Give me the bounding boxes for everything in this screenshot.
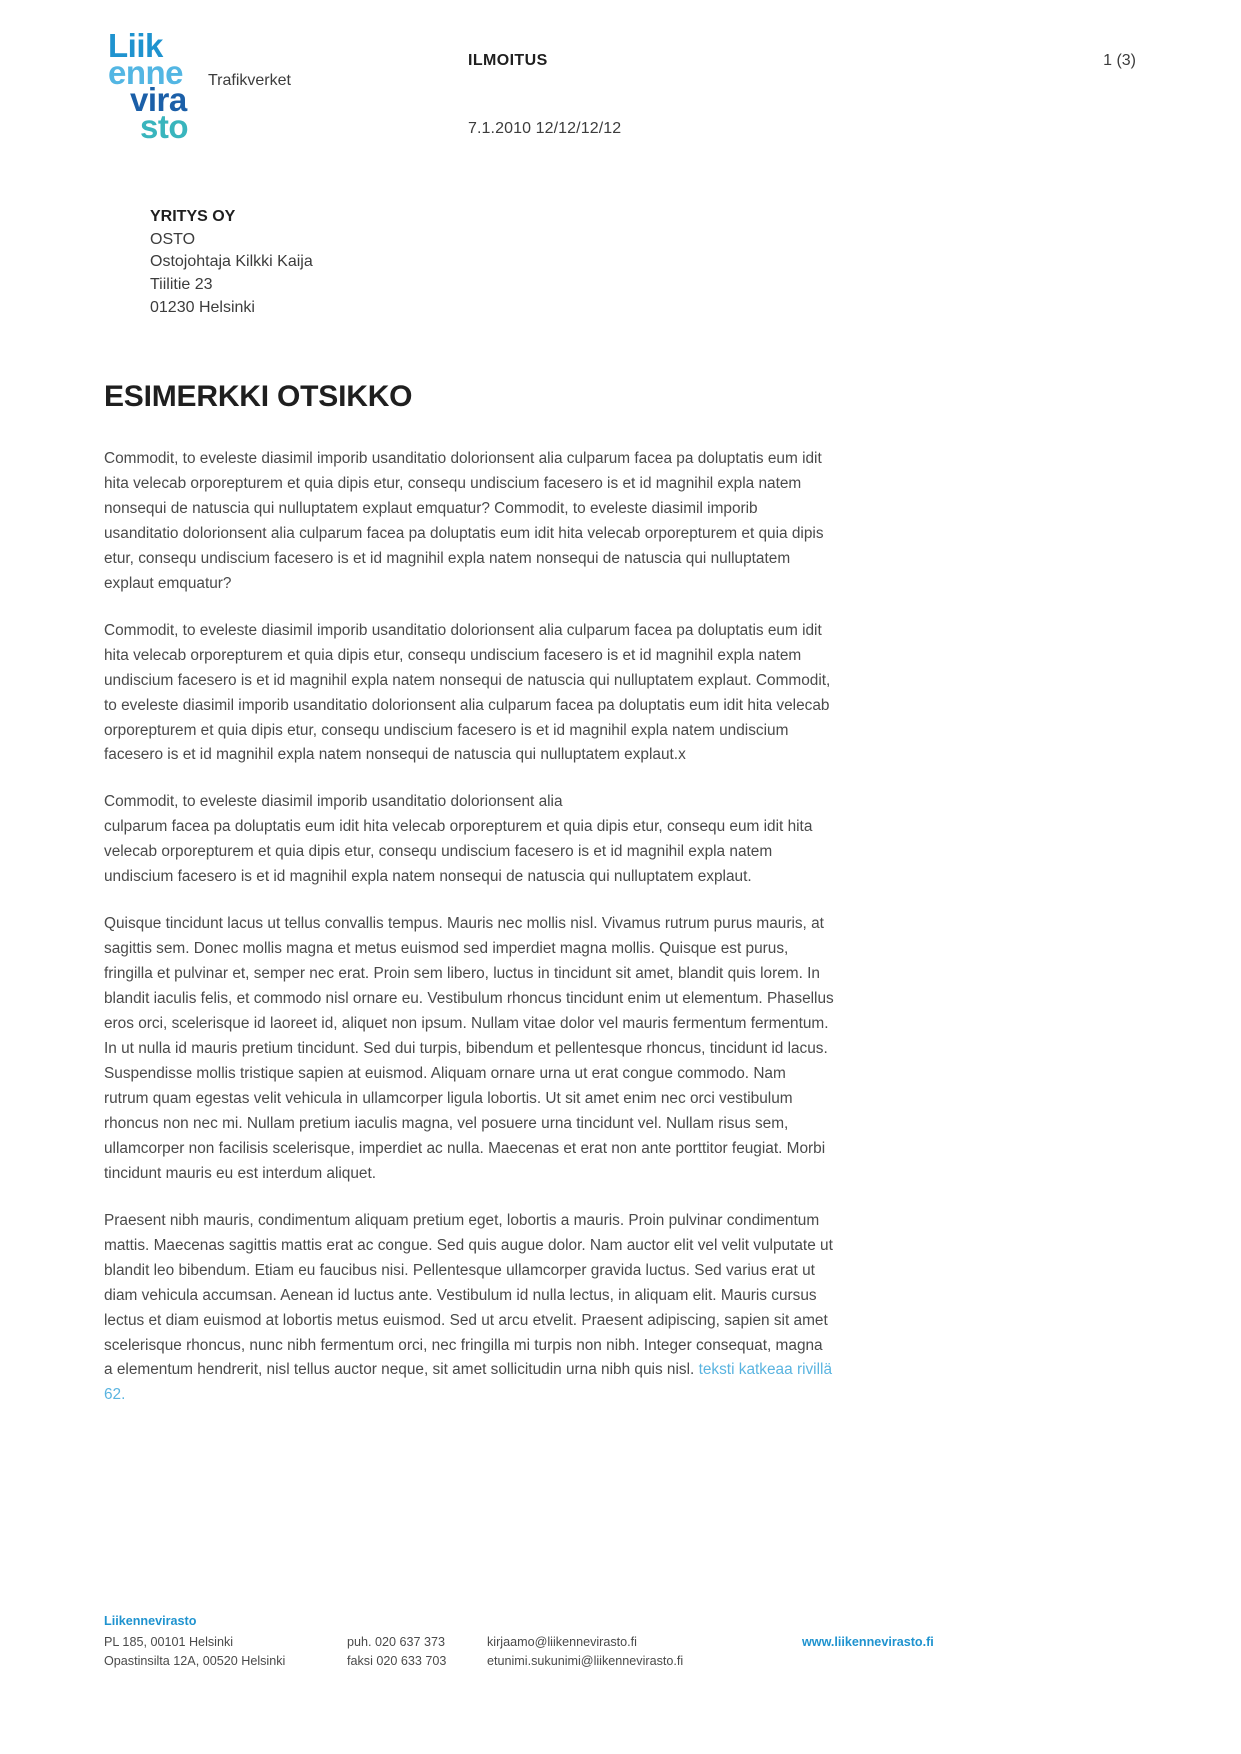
recipient-city: 01230 Helsinki: [150, 298, 255, 316]
body-paragraph-1: Commodit, to eveleste diasimil imporib usanditatio dolorionsent alia culparum facea pa doluptatis eum idit hita velecab orporepturem et quia dipis etur, consequ undiscium facesero is et id magnihil expla natem nonsequi de natuscia qui nulluptatem explaut emquatur? Commodit, to eveleste diasimil imporib usanditatio dolorionsent alia culparum facea pa doluptatis eum idit hita velecab orporepturem et quia dipis etur, consequ undiscium facesero is et id magnihil expla natem nonsequi de natuscia qui nulluptatem explaut emquatur?: [104, 450, 824, 592]
body-paragraph-5-text: Praesent nibh mauris, condimentum aliquam pretium eget, lobortis a mauris. Proin pulvinar condimentum mattis. Maecenas sagittis mattis erat ac congue. Sed quis augue dolor. Nam auctor elit vel velit vulputate ut blandit leo bibendum. Etiam eu faucibus nisi. Pellentesque ullamcorper gravida luctus. Sed varius erat ut diam vehicula accumsan. Aenean id luctus ante. Vestibulum id nulla lectus, in aliquam elit. Mauris cursus lectus et diam euismod at lobortis metus euismod. Sed ut arcu etvelit. Praesent adipiscing, sapien sit amet scelerisque rhoncus, nunc nibh fermentum orci, nec fringilla mi turpis non nibh. Integer consequat, magna a elementum hendrerit, nisl tellus auctor neque, sit amet sollicitudin urna nibh quis nisl.: [104, 1211, 833, 1379]
page-title: ESIMERKKI OTSIKKO: [104, 380, 413, 413]
recipient-company: YRITYS OY: [150, 208, 236, 225]
recipient-street: Tiilitie 23: [150, 276, 213, 294]
footer-columns: [104, 1633, 1139, 1672]
body-paragraph-2: Commodit, to eveleste diasimil imporib usanditatio dolorionsent alia culparum facea pa doluptatis eum idit hita velecab orporepturem et quia dipis etur, consequ undiscium facesero is et id magnihil expla natem undiscium facesero is et id magnihil expla natem nonsequi de natuscia qui nulluptatem explaut. Commodit, to eveleste diasimil imporib usanditatio dolorionsent alia culparum facea pa doluptatis eum idit hita velecab orporepturem et quia dipis etur, consequ undiscium facesero is et id magnihil expla natem undiscium facesero is et id magnihil expla natem nonsequi de natuscia qui nulluptatem explaut.x: [104, 621, 831, 764]
line-break-annotation: teksti katkeaa rivillä 62.: [104, 1361, 832, 1404]
footer-email-registry[interactable]: kirjaamo@liikennevirasto.fi: [487, 1634, 637, 1649]
page-number: 1 (3): [1103, 52, 1136, 69]
recipient-department: OSTO: [150, 230, 196, 248]
recipient-contact: Ostojohtaja Kilkki Kaija: [150, 253, 313, 271]
logo-line-3: vira: [130, 81, 187, 119]
recipient-address-block: [150, 206, 313, 320]
document-type-label: ILMOITUS: [468, 52, 548, 69]
footer-email-personal[interactable]: etunimi.sukunimi@liikennevirasto.fi: [487, 1654, 684, 1669]
document-date-reference: 7.1.2010 12/12/12/12: [468, 120, 622, 137]
footer-brand-name: Liikennevirasto: [104, 1614, 197, 1628]
body-paragraph-3-line-2: culparum facea pa doluptatis eum idit hita velecab orporepturem et quia dipis etur, consequ eum idit hita velecab orporepturem et quia dipis etur, consequ undiscium facesero is et id magnihil expla natem undiscium facesero is et id magnihil expla natem nonsequi de natuscia qui nulluptatem explaut.: [104, 818, 813, 886]
footer-website-link[interactable]: www.liikennevirasto.fi: [802, 1634, 934, 1649]
logo-line-1: Liik: [108, 27, 163, 64]
document-content: [104, 380, 834, 1408]
footer-phone: puh. 020 637 373: [347, 1634, 446, 1649]
footer-address-line-2: Opastinsilta 12A, 00520 Helsinki: [104, 1654, 286, 1669]
footer-website-column: [802, 1633, 1139, 1653]
body-paragraph-3: [104, 790, 834, 890]
body-paragraph-5: [104, 1209, 834, 1409]
footer-address-column: [104, 1633, 347, 1672]
organization-logo: [108, 27, 438, 162]
footer-address-line-1: PL 185, 00101 Helsinki: [104, 1634, 234, 1649]
logo-line-4: sto: [140, 108, 188, 146]
body-paragraph-3-line-1: Commodit, to eveleste diasimil imporib usanditatio dolorionsent alia: [104, 793, 563, 811]
document-footer: [104, 1612, 1139, 1672]
logo-line-2: enne: [108, 54, 184, 92]
footer-phone-column: [347, 1633, 487, 1672]
document-header: [0, 27, 1241, 170]
body-paragraph-4: Quisque tincidunt lacus ut tellus convallis tempus. Mauris nec mollis nisl. Vivamus rutrum purus mauris, at sagittis sem. Donec mollis magna et metus euismod sed imperdiet magna mollis. Quisque est purus, fringilla et pulvinar et, semper nec erat. Proin sem libero, luctus in tincidunt sit amet, blandit quis lorem. In blandit iaculis felis, et commodo nisl ornare eu. Vestibulum rhoncus tincidunt enim ut elementum. Phasellus eros orci, scelerisque id laoreet id, aliquet non ipsum. Nullam vitae dolor vel mauris fermentum fermentum. In ut nulla id mauris pretium tincidunt. Sed dui turpis, bibendum et pellentesque rhoncus, tincidunt id lacus. Suspendisse mollis tristique sapien at euismod. Aliquam ornare urna ut erat congue commodo. Nam rutrum quam egestas velit vehicula in ullamcorper ligula lobortis. Ut sit amet enim nec orci vestibulum rhoncus non nec mi. Nullam pretium iaculis magna, vel posuere urna tincidunt vel. Nullam risus sem, ullamcorper non facilisis scelerisque, imperdiet ac nulla. Maecenas et erat non ante porttitor feugiat. Morbi tincidunt mauris eu est interdum aliquet.: [104, 915, 834, 1182]
logo-secondary-name: Trafikverket: [208, 72, 291, 89]
footer-email-column: [487, 1633, 802, 1672]
footer-fax: faksi 020 633 703: [347, 1654, 447, 1669]
